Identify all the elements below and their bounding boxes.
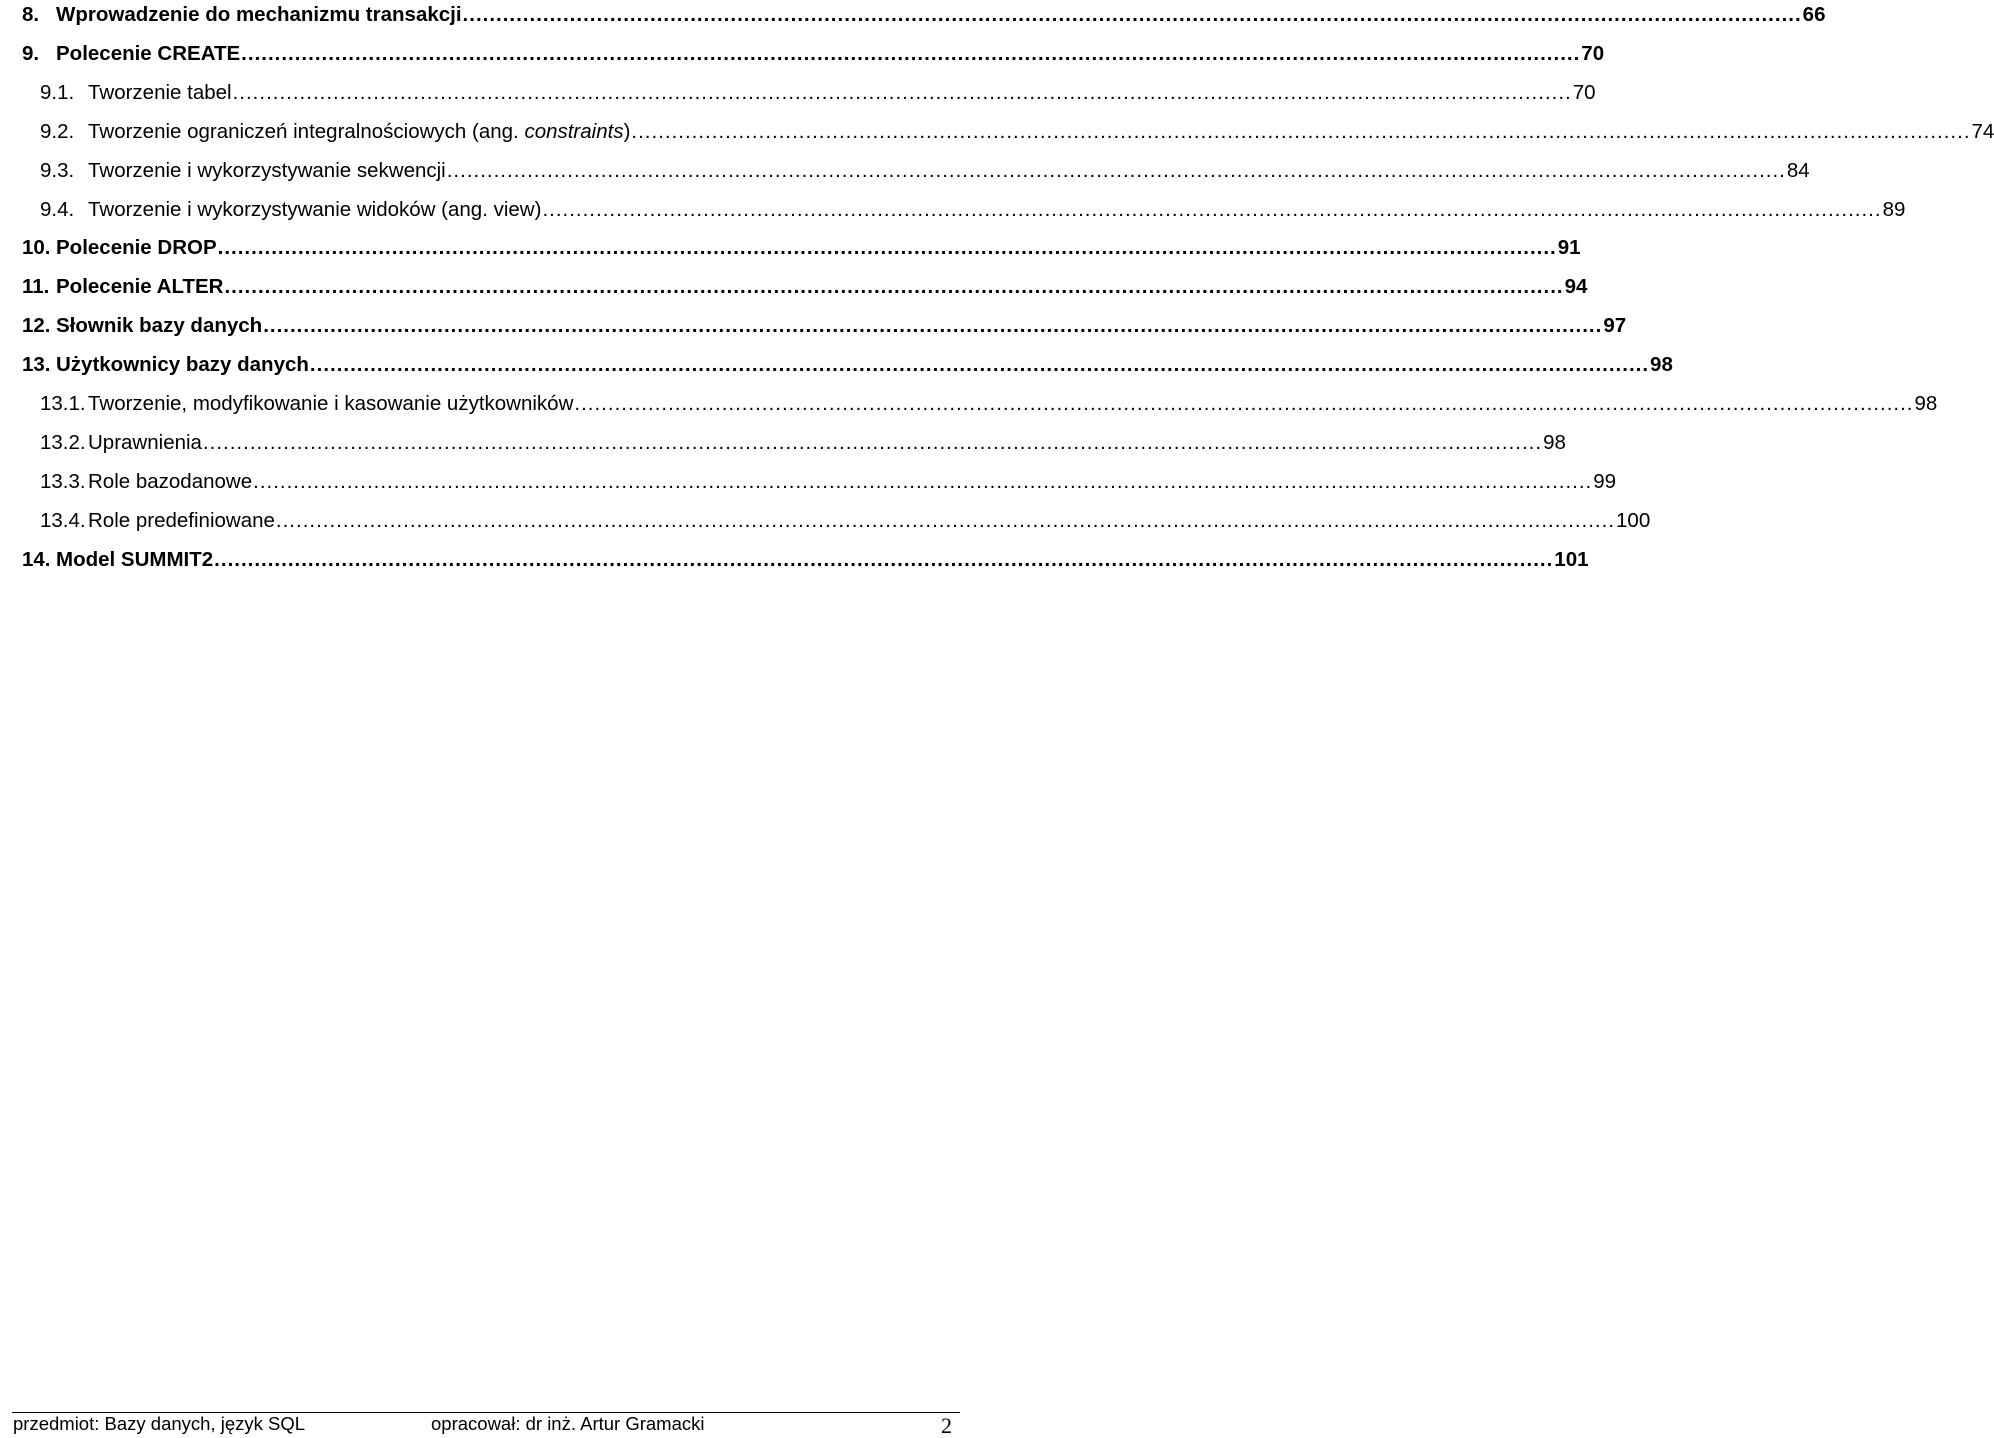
toc-entry[interactable] <box>0 195 1906 225</box>
toc-entry[interactable] <box>0 389 1938 419</box>
toc-entry-number: 12. <box>22 314 51 338</box>
toc-entry[interactable] <box>0 233 1581 263</box>
toc-entry-number: 10. <box>22 236 51 260</box>
toc-entry-page: 89 <box>1882 197 1906 221</box>
toc-entry[interactable] <box>0 117 1994 147</box>
toc-dot-leader: ........................................................................................................................................................................................................ <box>275 508 1616 532</box>
toc-entry-title: Polecenie ALTER <box>56 275 224 299</box>
footer-subject: przedmiot: Bazy danych, język SQL <box>13 1413 306 1434</box>
toc-entry-number: 13.2. <box>40 430 86 454</box>
toc-dot-leader: ........................................................................................................................................................................................................ <box>309 353 1650 377</box>
toc-entry-number: 9.3. <box>40 158 75 182</box>
toc-entry-title: Role bazodanowe <box>88 469 253 493</box>
toc-entry[interactable] <box>0 0 1826 30</box>
toc-dot-leader: ........................................................................................................................................................................................................ <box>214 547 1554 571</box>
toc-entry-title: Uprawnienia <box>88 430 202 454</box>
toc-entry-page: 98 <box>1543 430 1566 454</box>
toc-dot-leader: ........................................................................................................................................................................................................ <box>631 119 1971 143</box>
toc-entry-number: 11. <box>22 275 50 299</box>
toc-dot-leader: ........................................................................................................................................................................................................ <box>462 3 1802 26</box>
toc-entry[interactable] <box>0 311 1627 341</box>
toc-entry-number: 14. <box>22 547 51 571</box>
toc-entry-number: 9.1. <box>40 80 75 104</box>
toc-dot-leader: ........................................................................................................................................................................................................ <box>232 80 1572 104</box>
toc-entry-title: Tworzenie, modyfikowanie i kasowanie użytkowników <box>88 392 574 415</box>
toc-dot-leader: ........................................................................................................................................................................................................ <box>574 392 1914 415</box>
toc-entry-page: 101 <box>1554 547 1589 571</box>
toc-entry-page: 84 <box>1786 158 1810 182</box>
toc-entry-page: 97 <box>1603 314 1627 338</box>
toc-entry-title: Użytkownicy bazy danych <box>56 353 309 377</box>
toc-entry[interactable] <box>0 506 1651 536</box>
toc-entry-number: 13.1. <box>40 392 86 415</box>
toc-dot-leader: ........................................................................................................................................................................................................ <box>263 314 1603 338</box>
toc-entry[interactable] <box>0 428 1566 458</box>
toc-entry-page: 70 <box>1572 80 1596 104</box>
toc-entry-number: 13. <box>22 353 51 377</box>
toc-entry-page: 91 <box>1557 236 1581 260</box>
toc-entry-page: 100 <box>1616 508 1651 532</box>
footer-author: opracował: dr inż. Artur Gramacki <box>431 1413 705 1434</box>
toc-dot-leader: ........................................................................................................................................................................................................ <box>253 469 1593 493</box>
toc-entry-page: 94 <box>1564 275 1588 299</box>
toc-dot-leader: ........................................................................................................................................................................................................ <box>202 430 1543 454</box>
toc-entry-title: Tworzenie i wykorzystywanie sekwencji <box>88 158 446 182</box>
toc-dot-leader: ........................................................................................................................................................................................................ <box>542 197 1882 221</box>
toc-entry-title: Role predefiniowane <box>88 508 275 532</box>
footer-page-number: 2 <box>941 1413 952 1438</box>
toc-dot-leader: ........................................................................................................................................................................................................ <box>217 236 1557 260</box>
page-footer <box>0 1413 960 1438</box>
toc-entry-page: 98 <box>1914 392 1938 415</box>
toc-entry-title: Tworzenie i wykorzystywanie widoków (ang. view) <box>88 197 542 221</box>
toc-entry-title: Polecenie CREATE <box>56 41 241 65</box>
toc-entry-page: 74 <box>1971 119 1994 143</box>
toc-entry-page: 66 <box>1802 3 1826 26</box>
toc-dot-leader: ........................................................................................................................................................................................................ <box>446 158 1786 182</box>
toc-entry-number: 9. <box>22 41 40 65</box>
toc-entry[interactable] <box>0 272 1588 302</box>
toc-entry-title: Tworzenie tabel <box>88 80 232 104</box>
toc-entry-number: 9.2. <box>40 119 75 143</box>
toc-entry[interactable] <box>0 78 1596 108</box>
toc-dot-leader: ........................................................................................................................................................................................................ <box>224 275 1564 299</box>
toc-entry[interactable] <box>0 545 1589 575</box>
toc-entry-title: Model SUMMIT2 <box>56 547 214 571</box>
toc-entry-number: 8. <box>22 3 40 26</box>
toc-entry-page: 99 <box>1593 469 1617 493</box>
toc-entry-number: 13.3. <box>40 469 86 493</box>
toc-entry[interactable] <box>0 350 1673 380</box>
toc-entry[interactable] <box>0 39 1605 69</box>
toc-entry-title: Tworzenie ograniczeń integralnościowych (ang. constraints) <box>88 119 631 143</box>
toc-dot-leader: ........................................................................................................................................................................................................ <box>241 41 1581 65</box>
toc-entry-title: Polecenie DROP <box>56 236 217 260</box>
toc-entry-number: 13.4. <box>40 508 86 532</box>
toc-entry[interactable] <box>0 467 1617 497</box>
toc-entry-title: Słownik bazy danych <box>56 314 263 338</box>
toc-entry-page: 98 <box>1650 353 1673 377</box>
toc-entry-title: Wprowadzenie do mechanizmu transakcji <box>56 3 462 26</box>
toc-entry-number: 9.4. <box>40 197 75 221</box>
toc-entry-page: 70 <box>1581 41 1605 65</box>
toc-entry[interactable] <box>0 156 1810 186</box>
